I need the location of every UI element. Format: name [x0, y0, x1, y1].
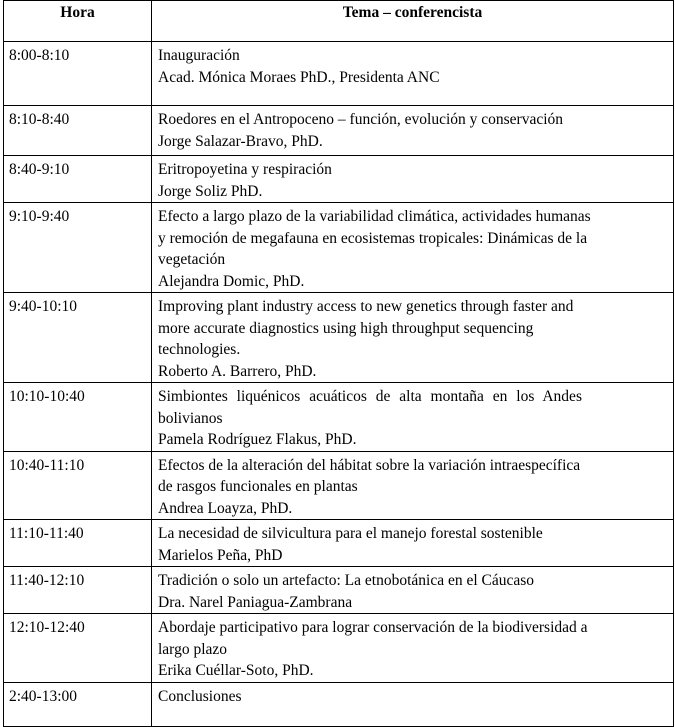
topic-title: Eritropoyetina y respiración [158, 161, 332, 178]
schedule-table [3, 0, 674, 727]
topic-title: Roedores en el Antropoceno – función, evolución y conservación [158, 111, 564, 128]
speaker-name: Marielos Peña, PhD [158, 546, 283, 564]
speaker-name: Roberto A. Barrero, PhD. [158, 362, 317, 380]
time-cell: 8:40-9:10 [4, 156, 152, 203]
topic-title-line: y remoción de megafauna en ecosistemas tropicales: Dinámicas de la [158, 229, 588, 247]
topic-title: Inauguración [158, 47, 240, 64]
topic-cell [152, 156, 674, 203]
table-row [4, 451, 674, 520]
table-row [4, 42, 674, 106]
time-cell: 8:00-8:10 [4, 42, 152, 106]
speaker-name: Dra. Narel Paniagua-Zambrana [158, 593, 353, 611]
header-hora: Hora [4, 1, 152, 42]
topic-title-line: de rasgos funcionales en plantas [158, 478, 358, 495]
topic-title-line: vegetación [158, 251, 226, 268]
table-row [4, 203, 674, 293]
topic-cell [152, 520, 674, 567]
speaker-name: Jorge Soliz PhD. [158, 182, 263, 200]
time-cell: 9:40-10:10 [4, 293, 152, 383]
topic-cell [152, 203, 674, 293]
table-row [4, 156, 674, 203]
speaker-name: Pamela Rodríguez Flakus, PhD. [158, 431, 357, 448]
topic-cell [152, 42, 674, 106]
header-tema: Tema – conferencista [152, 1, 674, 42]
topic-cell [152, 106, 674, 156]
table-row [4, 682, 674, 726]
topic-title: La necesidad de silvicultura para el manejo forestal sostenible [158, 525, 543, 542]
speaker-name: Andrea Loayza, PhD. [158, 499, 293, 517]
table-row [4, 293, 674, 383]
topic-title-line: Efectos de la alteración del hábitat sobre la variación intraespecífica [158, 456, 581, 474]
topic-title: Conclusiones [158, 687, 242, 705]
topic-title-line: technologies. [158, 341, 241, 358]
speaker-name: Acad. Mónica Moraes PhD., Presidenta ANC [158, 68, 440, 86]
table-row [4, 567, 674, 614]
time-cell: 9:10-9:40 [4, 203, 152, 293]
topic-cell [152, 383, 674, 452]
topic-title-line: Improving plant industry access to new genetics through faster and [158, 298, 574, 315]
topic-title: Tradición o solo un artefacto: La etnobotánica en el Cáucaso [158, 572, 535, 589]
time-cell: 10:10-10:40 [4, 383, 152, 452]
header-row [4, 1, 674, 42]
topic-title-line: largo plazo [158, 640, 228, 658]
speaker-name: Alejandra Domic, PhD. [158, 272, 305, 290]
topic-cell [152, 614, 674, 683]
topic-cell [152, 293, 674, 383]
time-cell: 2:40-13:00 [4, 682, 152, 726]
topic-title-line: Abordaje participativo para lograr conservación de la biodiversidad a [158, 619, 588, 636]
table-row [4, 614, 674, 683]
speaker-name: Erika Cuéllar-Soto, PhD. [158, 662, 314, 679]
topic-title-line: bolivianos [158, 409, 223, 427]
speaker-name: Jorge Salazar-Bravo, PhD. [158, 132, 323, 150]
table-row [4, 106, 674, 156]
topic-cell [152, 567, 674, 614]
topic-cell [152, 682, 674, 726]
time-cell: 11:40-12:10 [4, 567, 152, 614]
table-row [4, 520, 674, 567]
topic-title-line: more accurate diagnostics using high throughput sequencing [158, 319, 534, 337]
topic-title-line: Efecto a largo plazo de la variabilidad climática, actividades humanas [158, 208, 591, 225]
topic-title-line: Simbiontes liquénicos acuáticos de alta montaña en los Andes [158, 388, 582, 405]
time-cell: 11:10-11:40 [4, 520, 152, 567]
time-cell: 12:10-12:40 [4, 614, 152, 683]
table-row [4, 383, 674, 452]
time-cell: 10:40-11:10 [4, 451, 152, 520]
time-cell: 8:10-8:40 [4, 106, 152, 156]
topic-cell [152, 451, 674, 520]
